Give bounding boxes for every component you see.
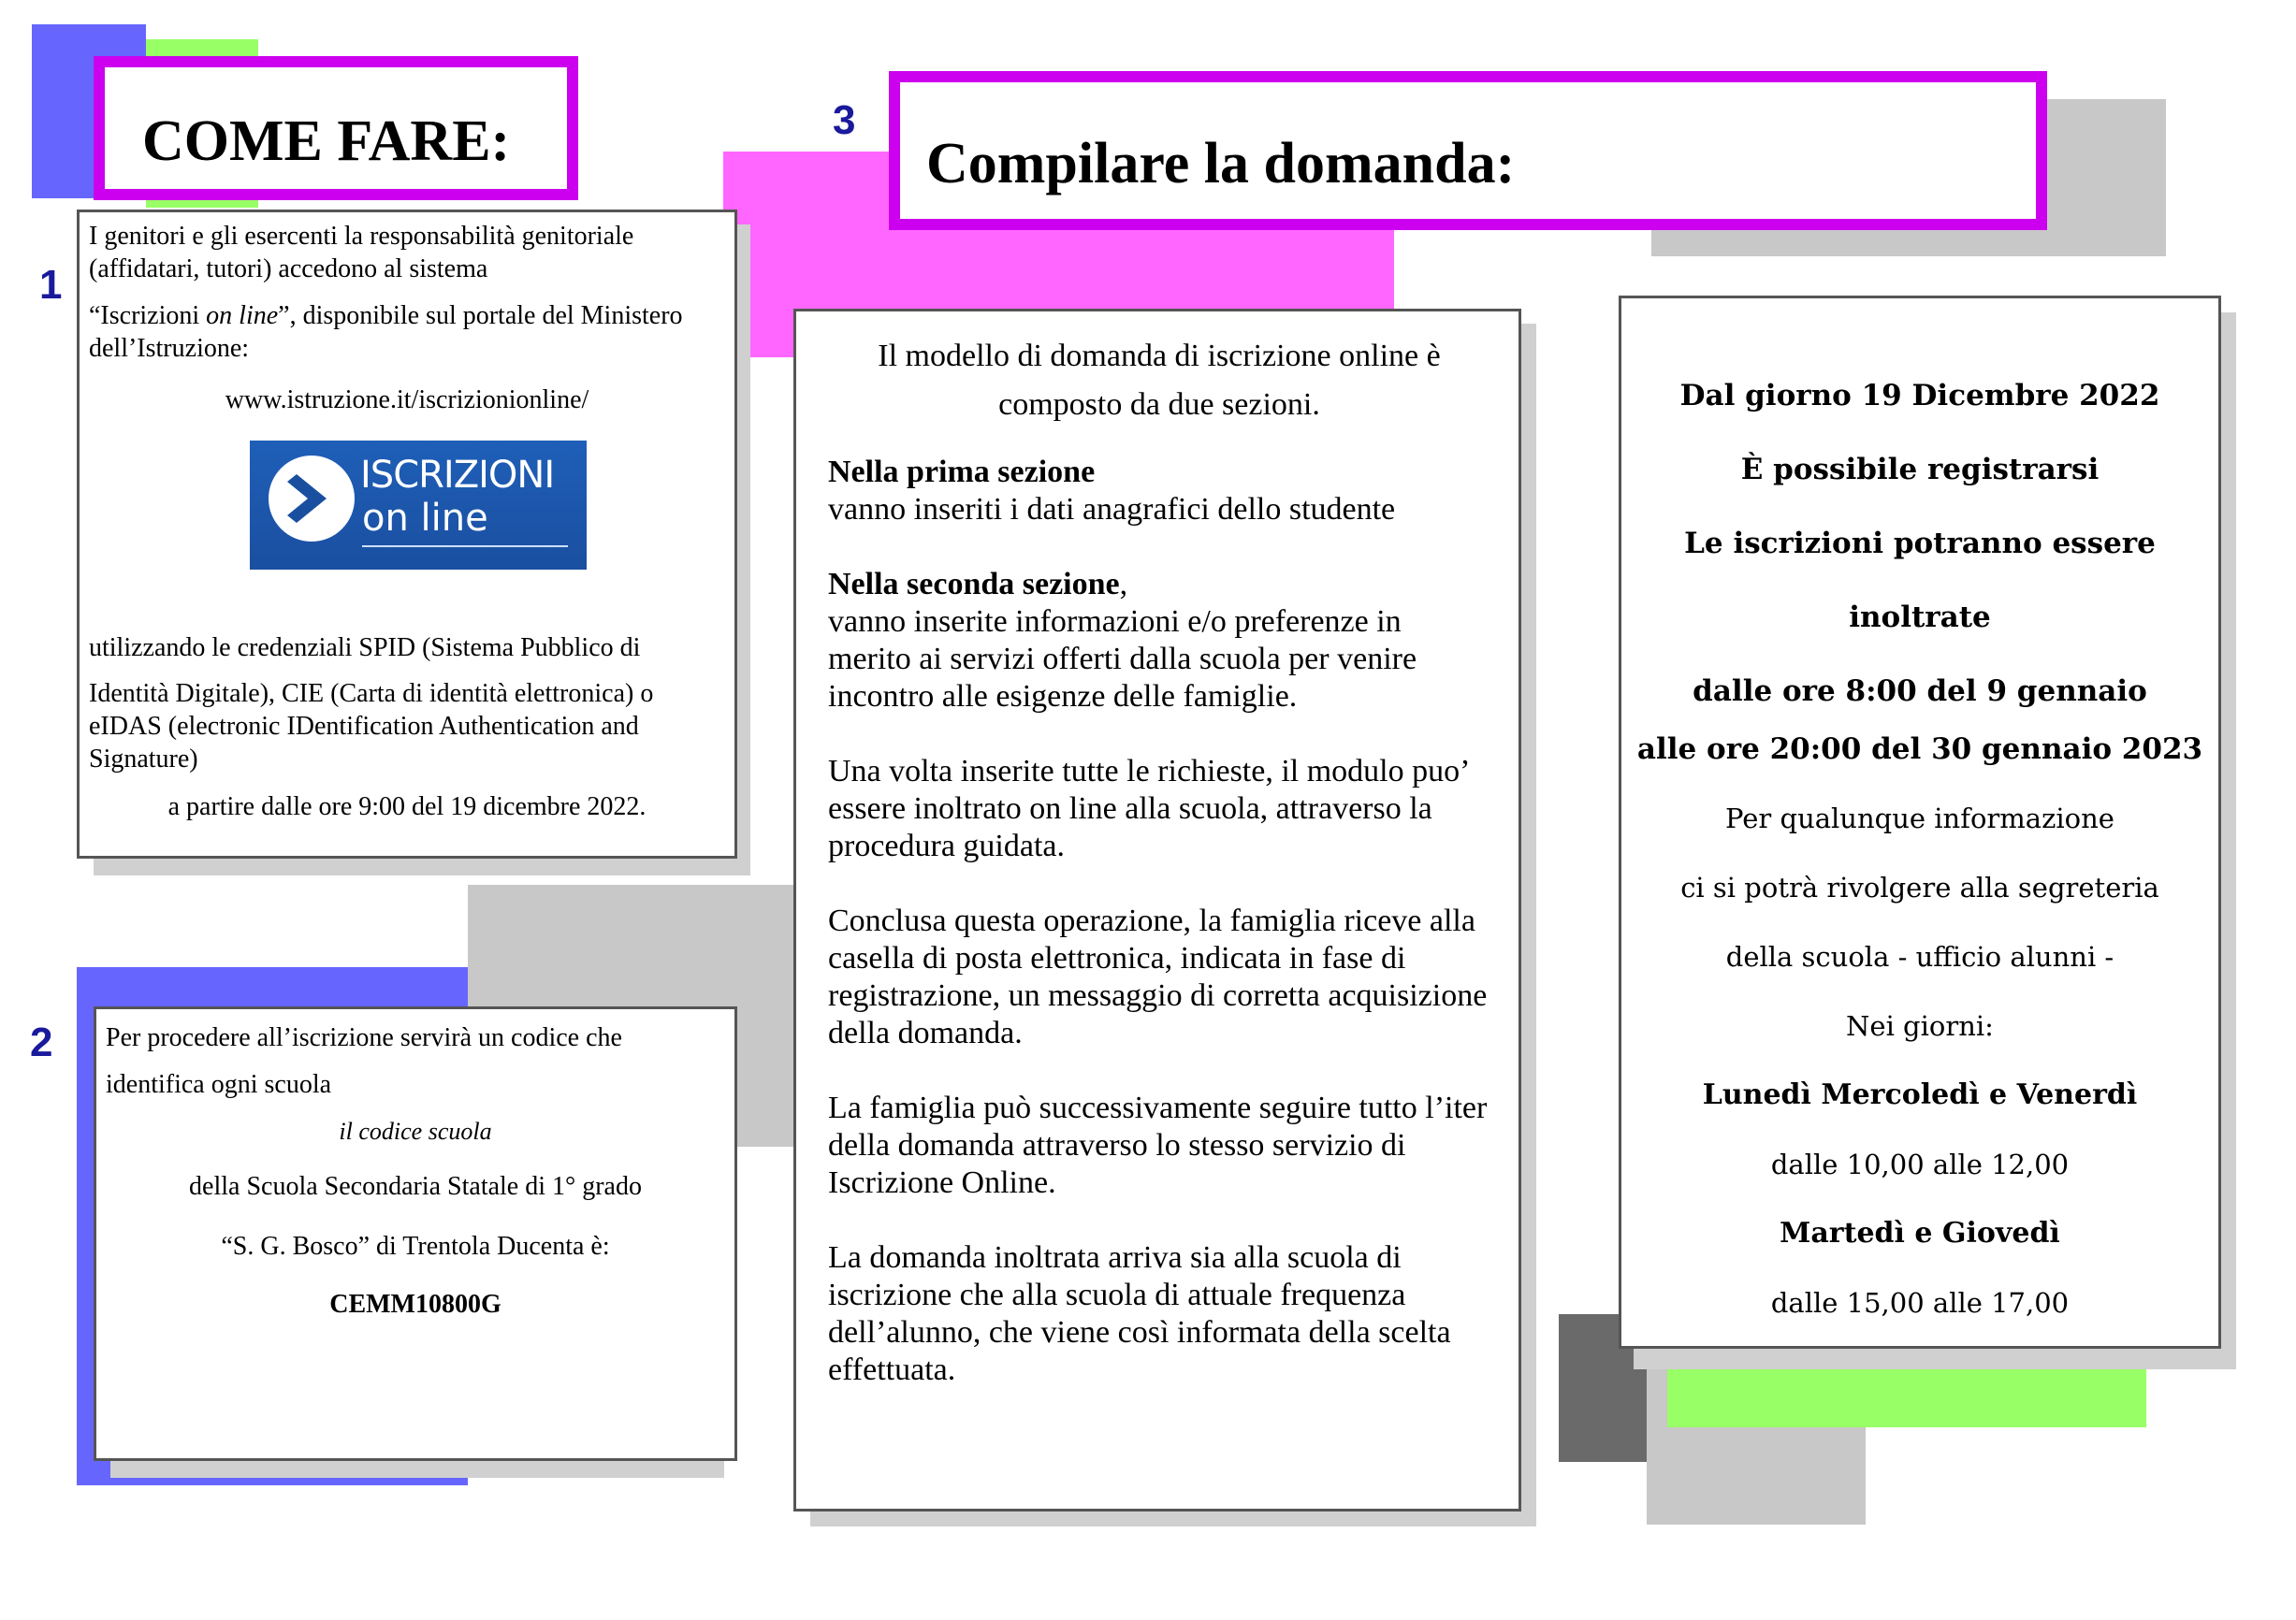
- box2-name: “S. G. Bosco” di Trentola Ducenta è:: [221, 1232, 610, 1261]
- middle-p6: La domanda inoltrata arriva sia alla scuola di iscrizione che alla scuola di attuale frequenza dell’alunno, che viene così informata della scelta effettuata.: [828, 1240, 1451, 1387]
- right-l13: Martedì e Giovedì: [1780, 1217, 2060, 1250]
- title-left-box: [94, 56, 578, 200]
- right-l2: È possibile registrarsi: [1740, 453, 2100, 486]
- middle-p5: La famiglia può successivamente seguire tutto l’iter della domanda attraverso lo stesso servizio di Iscrizione Online.: [828, 1091, 1488, 1200]
- box-school-code: [94, 1006, 737, 1461]
- right-l7: Per qualunque informazione: [1725, 803, 2114, 834]
- title-left: COME FARE:: [142, 109, 511, 173]
- right-l12: dalle 10,00 alle 12,00: [1770, 1149, 2070, 1180]
- box1-line2-suffix: ”, disponibile sul portale del Ministero dell’Istruzione:: [89, 301, 683, 363]
- box1-start: a partire dalle ore 9:00 del 19 dicembre 2022.: [167, 792, 647, 821]
- right-l9: della scuola - ufficio alunni -: [1725, 941, 2114, 973]
- box1-url[interactable]: www.istruzione.it/iscrizionionline/: [225, 385, 589, 414]
- middle-intro: Il modello di domanda di iscrizione online è composto da due sezioni.: [878, 339, 1441, 422]
- right-l1: Dal giorno 19 Dicembre 2022: [1679, 379, 2160, 412]
- logo-text-top: ISCRIZIONI: [360, 454, 555, 497]
- right-l10: Nei giorni:: [1846, 1010, 1994, 1042]
- middle-s2-title-line: [828, 566, 1490, 603]
- box1-credentials-a: utilizzando le credenziali SPID (Sistema Pubblico di: [89, 633, 641, 662]
- box2-school: della Scuola Secondaria Statale di 1° grado: [189, 1172, 642, 1201]
- box-access-system: [77, 210, 737, 859]
- box1-line2: [89, 299, 725, 365]
- middle-p4: Conclusa questa operazione, la famiglia riceve alla casella di posta elettronica, indicata in fase di registrazione, un messaggio di corretta acquisizione della domanda.: [828, 904, 1488, 1050]
- box1-line1: I genitori e gli esercenti la responsabilità genitoriale (affidatari, tutori) accedono al sistema: [89, 222, 634, 283]
- middle-s2-text: vanno inserite informazioni e/o preferenze in merito ai servizi offerti dalla scuola per venire incontro alle esigenze delle famiglie.: [828, 604, 1417, 714]
- right-l14: dalle 15,00 alle 17,00: [1770, 1287, 2070, 1319]
- step-number-1: 1: [39, 262, 63, 308]
- logo-text-bottom: on line: [362, 497, 488, 540]
- box1-line2-prefix: “Iscrizioni: [89, 301, 207, 330]
- box2-line1: Per procedere all’iscrizione servirà un codice che identifica ogni scuola: [106, 1023, 622, 1099]
- middle-s1-title: Nella prima sezione: [828, 455, 1096, 489]
- right-l4: inoltrate: [1849, 600, 1991, 634]
- title-right: Compilare la domanda:: [926, 132, 1516, 195]
- middle-s2-title: Nella seconda sezione: [828, 567, 1120, 601]
- step-number-2: 2: [30, 1020, 53, 1065]
- middle-s1-text: vanno inseriti i dati anagrafici dello studente: [828, 492, 1396, 527]
- box-dates-info: [1619, 296, 2221, 1349]
- middle-p3: Una volta inserite tutte le richieste, il modulo puo’ essere inoltrato on line alla scuola, attraverso la procedura guidata.: [828, 754, 1468, 863]
- right-l11: Lunedì Mercoledì e Venerdì: [1702, 1078, 2138, 1111]
- step-number-3: 3: [833, 97, 856, 143]
- right-l5: dalle ore 8:00 del 9 gennaio: [1693, 674, 2147, 708]
- logo-underline: [362, 545, 568, 547]
- iscrizioni-online-logo: [250, 441, 587, 570]
- right-l6: alle ore 20:00 del 30 gennaio 2023: [1636, 732, 2203, 766]
- right-l8: ci si potrà rivolgere alla segreteria: [1680, 872, 2159, 904]
- title-right-box: [889, 71, 2047, 230]
- box1-credentials-b: Identità Digitale), CIE (Carta di identità elettronica) o eIDAS (electronic IDentification Authentication and Signature): [89, 679, 654, 774]
- box-application-sections: [793, 309, 1521, 1512]
- box1-line2-italic: on line: [206, 301, 279, 330]
- box2-code: CEMM10800G: [329, 1290, 501, 1319]
- chevron-right-icon: [267, 454, 370, 557]
- box2-italic: il codice scuola: [339, 1118, 492, 1145]
- middle-s2-comma: ,: [1119, 567, 1128, 601]
- right-l3: Le iscrizioni potranno essere: [1684, 527, 2156, 560]
